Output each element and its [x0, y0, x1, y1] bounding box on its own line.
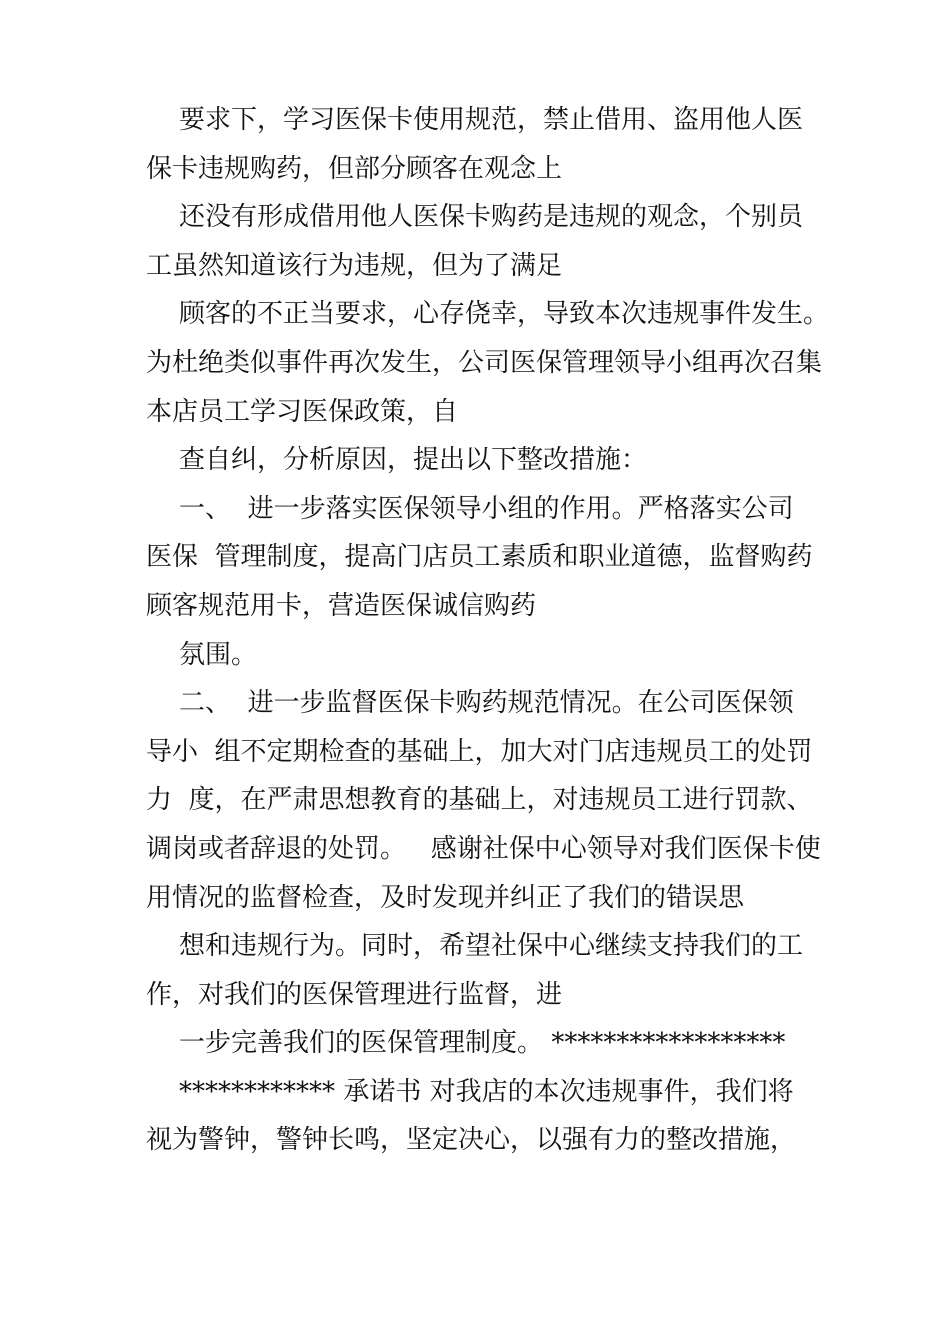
text-line: 导小 组不定期检查的基础上，加大对门店违规员工的处罚	[146, 736, 813, 767]
text-line: 想和违规行为。同时，希望社保中心继续支持我们的工	[146, 931, 804, 962]
text-line: 视为警钟，警钟长鸣，坚定决心，以强有力的整改措施，	[146, 1125, 797, 1156]
text-line: ************ 承诺书 对我店的本次违规事件，我们将	[146, 1076, 794, 1107]
text-line: 顾客的不正当要求，心存侥幸，导致本次违规事件发生。	[146, 299, 830, 330]
text-line: 查自纠，分析原因，提出以下整改措施：	[146, 445, 648, 476]
text-line: 为杜绝类似事件再次发生，公司医保管理领导小组再次召集	[146, 347, 823, 378]
text-line: 要求下，学习医保卡使用规范，禁止借用、盗用他人医	[146, 105, 804, 135]
text-line: 一步完善我们的医保管理制度。 ******************	[146, 1028, 786, 1059]
text-line: 二、 进一步监督医保卡购药规范情况。在公司医保领	[146, 688, 794, 719]
document-body	[146, 96, 830, 1165]
text-line: 作，对我们的医保管理进行监督，进	[146, 979, 563, 1010]
text-line: 顾客规范用卡，营造医保诚信购药	[146, 590, 537, 621]
text-line: 还没有形成借用他人医保卡购药是违规的观念，个别员	[146, 202, 804, 233]
text-line: 医保 管理制度，提高门店员工素质和职业道德，监督购药	[146, 542, 813, 573]
text-line: 用情况的监督检查，及时发现并纠正了我们的错误思	[146, 882, 745, 913]
text-line: 保卡违规购药，但部分顾客在观念上	[146, 153, 563, 184]
text-line: 力 度，在严肃思想教育的基础上，对违规员工进行罚款、	[146, 785, 813, 816]
text-line: 一、 进一步落实医保领导小组的作用。严格落实公司	[146, 493, 794, 524]
text-line: 氛围。	[146, 639, 258, 670]
text-line: 调岗或者辞退的处罚。 感谢社保中心领导对我们医保卡使	[146, 833, 821, 864]
text-line: 本店员工学习医保政策，自	[146, 396, 459, 427]
text-line: 工虽然知道该行为违规，但为了满足	[146, 250, 563, 281]
